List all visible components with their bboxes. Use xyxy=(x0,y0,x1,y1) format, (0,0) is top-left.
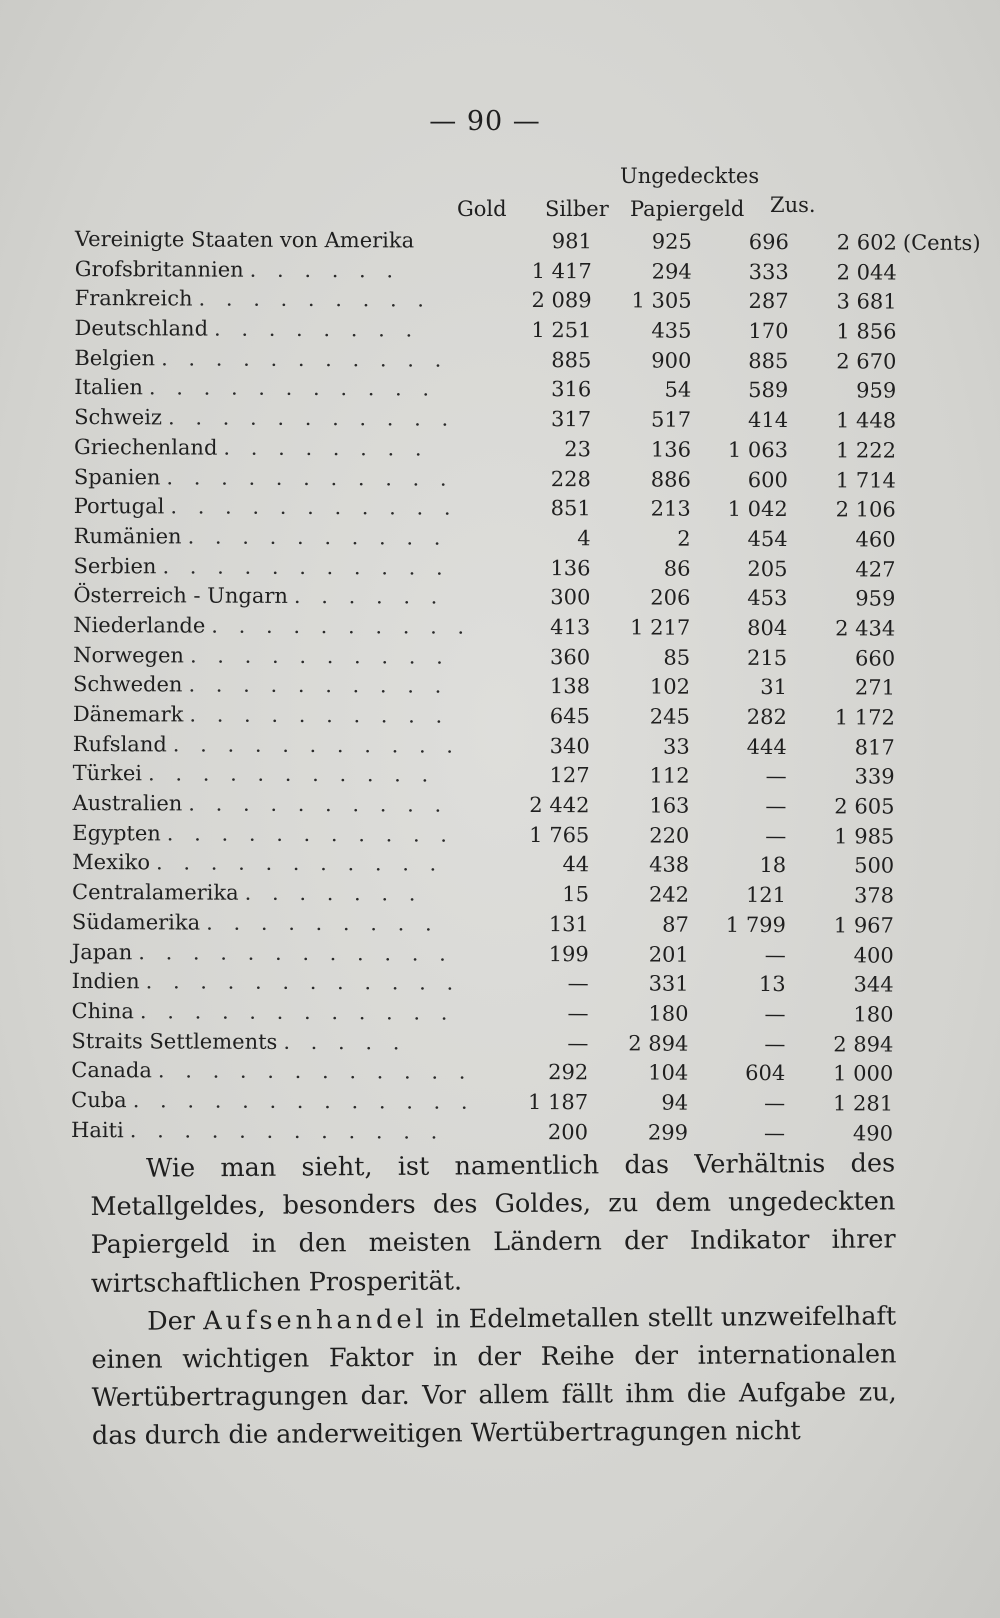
leader-dots: . . . . . . . . . . . xyxy=(170,494,458,520)
country-cell xyxy=(73,612,472,639)
silber-cell: 86 xyxy=(663,556,691,581)
country-cell xyxy=(72,672,449,698)
country-cell xyxy=(74,286,432,312)
table-row xyxy=(72,965,932,998)
gold-cell: 200 xyxy=(547,1119,589,1144)
country-name: Centralamerika xyxy=(72,880,239,905)
country-cell xyxy=(75,227,427,253)
table-row xyxy=(74,342,934,375)
gold-cell: 1 251 xyxy=(531,318,592,343)
table-row xyxy=(73,579,933,612)
papiergeld-cell: — xyxy=(764,942,786,967)
leader-dots: . . . . . . . . . . . xyxy=(156,850,444,877)
table-row xyxy=(74,312,934,345)
silber-cell: 136 xyxy=(650,437,692,462)
table-row xyxy=(71,1084,931,1117)
country-name: Australien xyxy=(72,791,183,816)
table-row xyxy=(73,550,933,583)
column-header-ungedecktes: Ungedecktes xyxy=(620,164,760,188)
gold-cell: 300 xyxy=(550,585,591,610)
country-name: Schweiz xyxy=(74,405,163,430)
table-row xyxy=(73,639,933,672)
country-name: Belgien xyxy=(74,345,156,371)
papiergeld-cell: — xyxy=(764,1031,786,1056)
gold-cell: 199 xyxy=(548,941,589,966)
leader-dots: . . . . . . . . . . . . xyxy=(145,969,461,995)
leader-dots: . . . . . . . . . . . . . xyxy=(132,1088,475,1114)
leader-dots: . . . . . . . . . . xyxy=(189,702,450,728)
gold-cell: 2 089 xyxy=(531,288,592,313)
country-cell xyxy=(71,1058,473,1084)
papiergeld-cell: — xyxy=(764,1090,786,1116)
leader-dots: . . . . . . . . . . . xyxy=(147,761,436,787)
papiergeld-cell: 696 xyxy=(748,229,789,255)
currency-table xyxy=(70,223,981,1147)
papiergeld-cell: 18 xyxy=(759,853,787,878)
gold-cell: 413 xyxy=(550,615,591,640)
column-header-gold: Gold xyxy=(457,197,507,221)
zus-cell: 344 xyxy=(853,972,894,997)
silber-cell: 2 894 xyxy=(628,1030,689,1056)
country-name: Mexiko xyxy=(72,850,151,875)
leader-dots: . . . . . . . . . . . xyxy=(172,732,461,758)
table-row xyxy=(72,876,932,909)
gold-cell: 127 xyxy=(549,763,590,788)
gold-cell: 1 765 xyxy=(529,822,590,847)
gold-cell: 885 xyxy=(551,347,592,373)
gold-cell: — xyxy=(567,1030,589,1055)
country-name: Frankreich xyxy=(74,286,193,311)
country-name: Norwegen xyxy=(73,642,185,668)
papiergeld-cell: 885 xyxy=(748,348,789,373)
country-name: Schweden xyxy=(72,672,183,697)
silber-cell: 331 xyxy=(648,971,689,996)
zus-cell: 427 xyxy=(855,556,896,582)
silber-cell: 245 xyxy=(649,704,690,729)
leader-dots: . . . . . . . . . . xyxy=(211,613,472,639)
country-name: Türkei xyxy=(72,761,143,786)
silber-cell: 2 xyxy=(677,526,691,551)
leader-dots: . . . . . xyxy=(283,1029,407,1055)
country-name: Serbien xyxy=(73,553,157,578)
zus-cell: 271 xyxy=(854,675,896,700)
leader-dots: . . . . . . . . . xyxy=(206,910,439,936)
table-row xyxy=(71,1025,931,1058)
gold-cell: 292 xyxy=(548,1060,589,1085)
country-cell xyxy=(71,998,455,1025)
country-name: Haiti xyxy=(70,1117,124,1142)
papiergeld-cell: 600 xyxy=(747,467,788,492)
table-row xyxy=(73,757,933,790)
gold-cell: 2 442 xyxy=(529,793,590,818)
silber-cell: 1 217 xyxy=(630,615,691,640)
gold-cell: 15 xyxy=(562,882,590,907)
silber-cell: 104 xyxy=(648,1060,689,1085)
column-header-silber: Silber xyxy=(545,197,609,221)
papiergeld-cell: 1 042 xyxy=(727,497,788,522)
gold-cell: 23 xyxy=(564,436,592,462)
country-cell xyxy=(72,701,450,728)
paragraph-2 xyxy=(91,1297,897,1455)
zus-cell: 3 681 xyxy=(836,289,897,314)
leader-dots: . . . . . . . . . . . xyxy=(166,464,454,491)
gold-cell: 981 xyxy=(551,229,592,254)
silber-cell: 886 xyxy=(650,467,691,492)
papiergeld-cell: 121 xyxy=(745,883,787,908)
leader-dots: . . . . . . . . . . xyxy=(188,672,449,698)
table-row xyxy=(72,787,932,820)
papiergeld-cell: — xyxy=(765,794,787,819)
zus-cell: 1 714 xyxy=(835,467,896,493)
country-name: Indien xyxy=(71,969,140,994)
leader-dots: . . . . . . . . . . . . xyxy=(139,999,455,1025)
country-name: Rumänien xyxy=(73,523,182,549)
zus-cell: 2 894 xyxy=(833,1031,894,1057)
silber-cell: 517 xyxy=(651,407,692,432)
table-row xyxy=(72,817,932,850)
silber-cell: 213 xyxy=(650,496,691,521)
zus-cell: 1 448 xyxy=(835,408,897,433)
paragraph-2-rest: in Edelmetallen stellt unzweifelhaft einen wichtigen Faktor in der Reihe der internationalen Wertübertragungen dar. Vor allem fällt ihm die Aufgabe zu, das durch die anderweitigen Wertübertragungen nicht xyxy=(91,1301,897,1452)
country-name: Straits Settlements xyxy=(71,1028,278,1054)
country-cell xyxy=(72,820,455,847)
zus-cell: 460 xyxy=(855,527,896,552)
silber-cell: 206 xyxy=(650,585,691,610)
table-row xyxy=(72,935,932,968)
papiergeld-cell: 282 xyxy=(746,704,787,730)
leader-dots: . . . . . . . . . . . xyxy=(162,553,450,580)
papiergeld-cell: — xyxy=(763,1120,786,1145)
leader-dots: . . . . . . . . . . . xyxy=(148,375,437,402)
zus-cell: 2 044 xyxy=(836,260,897,285)
silber-cell: 33 xyxy=(662,734,690,759)
zus-cell: 1 856 xyxy=(836,319,897,344)
papiergeld-cell: 454 xyxy=(747,526,788,551)
silber-cell: 54 xyxy=(664,378,692,403)
gold-cell: 1 187 xyxy=(527,1089,589,1115)
country-name: Portugal xyxy=(73,494,165,519)
country-cell xyxy=(72,761,436,787)
column-header-zus: Zus. xyxy=(770,193,816,217)
country-name: Rufsland xyxy=(72,731,167,757)
country-name: Spanien xyxy=(73,464,161,489)
table-row xyxy=(74,401,934,434)
leader-dots: . . . . . . . . . . xyxy=(189,643,450,669)
country-name: Italien xyxy=(74,375,143,400)
silber-cell: 900 xyxy=(651,348,692,373)
country-cell xyxy=(73,464,454,491)
country-name: Niederlande xyxy=(73,612,206,638)
country-name: Griechenland xyxy=(73,434,218,460)
gold-cell: 44 xyxy=(562,852,590,877)
silber-cell: 163 xyxy=(649,793,690,818)
table-row xyxy=(72,995,932,1028)
country-cell xyxy=(71,1029,423,1055)
gold-cell: 851 xyxy=(550,496,591,521)
country-cell xyxy=(72,791,449,817)
table-row xyxy=(74,371,934,404)
column-header-papiergeld: Papiergeld xyxy=(630,197,745,221)
table-row xyxy=(74,490,934,523)
country-name: Deutschland xyxy=(74,316,209,341)
country-cell xyxy=(72,850,444,877)
leader-dots: . . . . . . . . . . xyxy=(188,791,449,817)
papiergeld-cell: 453 xyxy=(747,586,788,611)
zus-cell: 1 172 xyxy=(834,705,895,730)
country-name: Egypten xyxy=(72,820,161,846)
silber-cell: 242 xyxy=(648,882,690,907)
country-cell xyxy=(70,1117,445,1144)
papiergeld-cell: 444 xyxy=(746,734,787,759)
table-row xyxy=(74,431,934,464)
leader-dots: . . . . . . . . . xyxy=(198,286,432,312)
zus-cell: 959 xyxy=(856,378,897,404)
table-row xyxy=(74,520,934,553)
papiergeld-cell: 804 xyxy=(747,615,788,641)
gold-cell: 317 xyxy=(551,407,592,432)
silber-cell: 1 305 xyxy=(631,288,692,314)
country-cell xyxy=(73,523,448,550)
country-cell xyxy=(71,909,439,936)
zus-cell: 660 xyxy=(854,646,896,671)
table-row xyxy=(75,253,935,286)
zus-cell: 1 222 xyxy=(835,438,897,463)
country-name: Österreich - Ungarn xyxy=(73,583,289,609)
country-cell xyxy=(72,731,461,758)
country-cell xyxy=(73,642,450,669)
country-cell xyxy=(73,583,445,609)
zus-cell: 2 434 xyxy=(835,616,896,641)
zus-cell: 1 281 xyxy=(832,1091,894,1116)
country-cell xyxy=(73,553,450,580)
papiergeld-cell: 1 799 xyxy=(725,912,786,937)
table-row xyxy=(73,609,933,642)
leader-dots: . . . . . . xyxy=(293,584,445,609)
leader-dots: . . . . . . . . xyxy=(213,316,420,342)
zus-cell: 1 000 xyxy=(833,1061,894,1086)
silber-cell: 438 xyxy=(649,852,690,878)
papiergeld-cell: 604 xyxy=(745,1061,786,1086)
leader-dots: . . . . . . xyxy=(249,257,401,283)
zus-cell: 1 985 xyxy=(834,824,895,849)
country-cell xyxy=(71,939,453,966)
country-name: Südamerika xyxy=(71,909,201,935)
table-row xyxy=(73,728,933,761)
gold-cell: 228 xyxy=(550,466,591,491)
zus-cell: 378 xyxy=(853,883,895,908)
silber-cell: 435 xyxy=(651,318,692,343)
gold-cell: 1 417 xyxy=(531,258,592,283)
leader-dots: . . . . . . . . . . . xyxy=(161,346,449,372)
silber-cell: 180 xyxy=(648,1001,689,1026)
table-row xyxy=(73,668,933,701)
gold-cell: — xyxy=(567,971,589,996)
table-row xyxy=(73,698,933,731)
table-row xyxy=(75,282,935,315)
silber-cell: 299 xyxy=(647,1120,689,1145)
country-name: China xyxy=(71,998,134,1024)
country-cell xyxy=(74,345,449,372)
country-cell xyxy=(74,375,437,402)
country-cell xyxy=(74,316,426,342)
body-text xyxy=(90,1144,897,1455)
gold-cell: 131 xyxy=(548,911,589,937)
country-cell xyxy=(72,880,424,906)
country-name: Grofsbritannien xyxy=(74,256,244,282)
country-name: Vereinigte Staaten von Amerika xyxy=(74,226,415,253)
country-cell xyxy=(71,969,461,995)
gold-cell: 136 xyxy=(550,555,591,580)
gold-cell: 360 xyxy=(549,644,591,669)
leader-dots: . . . . . . . xyxy=(244,880,423,906)
table-row xyxy=(74,223,981,256)
table-row xyxy=(74,460,934,493)
papiergeld-cell: 414 xyxy=(748,408,789,433)
silber-cell: 94 xyxy=(661,1090,689,1115)
silber-cell: 294 xyxy=(651,259,692,284)
zus-cell: 490 xyxy=(852,1121,894,1146)
papiergeld-cell: — xyxy=(764,1001,786,1026)
zus-cell: 1 967 xyxy=(833,913,894,938)
papiergeld-cell: 170 xyxy=(748,319,789,344)
table-row xyxy=(71,1054,931,1087)
gold-cell: 4 xyxy=(577,526,591,551)
papiergeld-cell: — xyxy=(765,764,787,789)
papiergeld-cell: 589 xyxy=(748,378,789,403)
papiergeld-cell: 333 xyxy=(748,259,789,284)
zus-cell: 180 xyxy=(853,1002,894,1027)
silber-cell: 112 xyxy=(649,763,690,789)
zus-cell: 817 xyxy=(854,735,895,760)
papiergeld-cell: 287 xyxy=(748,289,789,314)
silber-cell: 201 xyxy=(648,942,689,967)
leader-dots: . . . . . . . . . . . . xyxy=(129,1117,445,1144)
silber-cell: 925 xyxy=(651,229,692,254)
zus-cell: 2 602 xyxy=(836,230,897,255)
country-name: Japan xyxy=(71,939,133,964)
papiergeld-cell: 13 xyxy=(758,972,786,997)
country-cell xyxy=(73,494,458,520)
country-cell xyxy=(74,405,456,431)
zus-cell: 2 605 xyxy=(834,794,895,819)
table-row xyxy=(71,1114,931,1147)
gold-cell: 316 xyxy=(551,377,592,402)
leader-dots: . . . . . . . . . . . . xyxy=(157,1058,473,1084)
page-number: — 90 — xyxy=(429,106,541,137)
zus-cell: 339 xyxy=(854,764,895,789)
gold-cell: 340 xyxy=(549,733,590,758)
paragraph-2-spaced-term: Aufsenhandel xyxy=(203,1304,428,1337)
zus-cell: 2 670 xyxy=(836,349,897,374)
table-row xyxy=(72,846,932,879)
silber-cell: 87 xyxy=(662,912,689,937)
country-name: Cuba xyxy=(71,1087,127,1113)
country-cell xyxy=(75,257,427,283)
papiergeld-cell: — xyxy=(765,823,787,848)
country-cell xyxy=(73,434,429,461)
leader-dots: . . . . . . . . xyxy=(223,435,429,461)
unit-label: (Cents) xyxy=(902,230,981,255)
gold-cell: — xyxy=(567,1001,589,1026)
country-name: Canada xyxy=(71,1058,152,1083)
zus-cell: 500 xyxy=(854,853,895,879)
paragraph-2-lead: Der xyxy=(147,1306,196,1337)
silber-cell: 102 xyxy=(649,674,691,700)
leader-dots: . . . . . . . . . . . . xyxy=(138,939,453,966)
silber-cell: 85 xyxy=(663,645,691,670)
papiergeld-cell: 31 xyxy=(760,675,788,700)
gold-cell: 645 xyxy=(549,704,590,729)
leader-dots: . . . . . . . . . . . xyxy=(167,405,456,431)
gold-cell: 138 xyxy=(549,674,591,699)
leader-dots: . . . . . . . . . . . xyxy=(166,821,455,847)
zus-cell: 959 xyxy=(855,586,896,611)
leader-dots: . . . . . . . . . . xyxy=(187,524,448,550)
country-cell xyxy=(71,1087,475,1114)
papiergeld-cell: 215 xyxy=(746,645,788,670)
papiergeld-cell: 1 063 xyxy=(727,437,789,462)
zus-cell: 2 106 xyxy=(835,497,896,522)
country-name: Dänemark xyxy=(72,701,184,727)
paragraph-1: Wie man sieht, ist namentlich das Verhältnis des Metallgeldes, besonders des Goldes, zu dem ungedeckten Papiergeld in den meisten Ländern der Indikator ihrer wirtschaftlichen Prosperität. xyxy=(90,1148,896,1299)
silber-cell: 220 xyxy=(649,823,690,848)
zus-cell: 400 xyxy=(853,942,894,968)
papiergeld-cell: 205 xyxy=(747,556,788,581)
table-row xyxy=(72,906,932,939)
